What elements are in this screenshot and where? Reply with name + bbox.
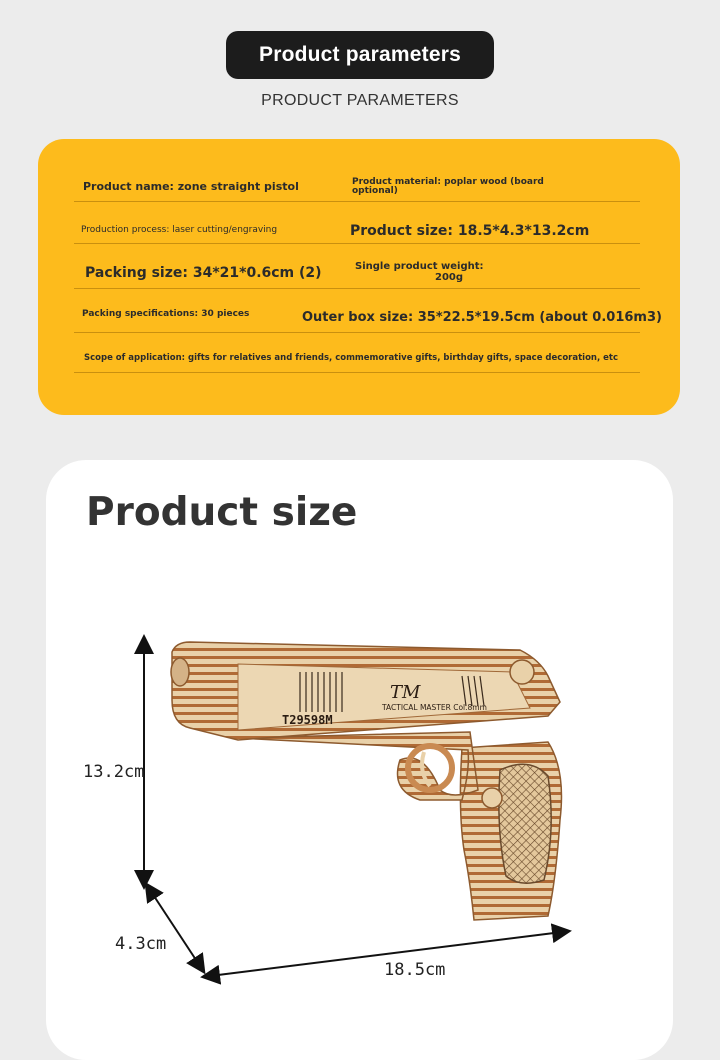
pistol-image — [171, 642, 562, 920]
pistol-hammer — [510, 660, 534, 684]
param-material-line2: optional) — [352, 186, 398, 197]
section-badge-label: Product parameters — [258, 43, 461, 66]
param-outer-box: Outer box size: 35*22.5*19.5cm (about 0.016m3) — [302, 310, 662, 325]
pistol-logo-text: TM — [390, 682, 421, 703]
param-product-name: Product name: zone straight pistol — [83, 180, 299, 193]
depth-label: 4.3cm — [115, 934, 167, 954]
length-label: 18.5cm — [384, 960, 446, 980]
param-weight-line2: 200g — [435, 271, 464, 283]
pistol-pin — [482, 788, 502, 808]
param-process: Production process: laser cutting/engraving — [81, 225, 278, 235]
size-title: Product size — [86, 490, 358, 535]
pistol-engraving-text: TACTICAL MASTER Col.8mm — [382, 703, 487, 712]
param-packing-size: Packing size: 34*21*0.6cm (2) — [85, 265, 322, 281]
param-weight-line1: Single product weight: — [355, 261, 484, 272]
param-material-line1: Product material: poplar wood (board — [352, 177, 544, 187]
height-label: 13.2cm — [83, 762, 145, 782]
section-subtitle: PRODUCT PARAMETERS — [261, 92, 459, 109]
pistol-muzzle — [171, 658, 189, 686]
param-size: Product size: 18.5*4.3*13.2cm — [350, 223, 590, 239]
pistol-model-text: T29598M — [282, 713, 333, 727]
pistol-grip-panel — [499, 764, 551, 883]
param-packing-spec: Packing specifications: 30 pieces — [82, 309, 250, 319]
param-scope: Scope of application: gifts for relatives and friends, commemorative gifts, birthday gifts, space decoration, etc — [84, 353, 619, 363]
depth-arrow — [150, 890, 200, 966]
